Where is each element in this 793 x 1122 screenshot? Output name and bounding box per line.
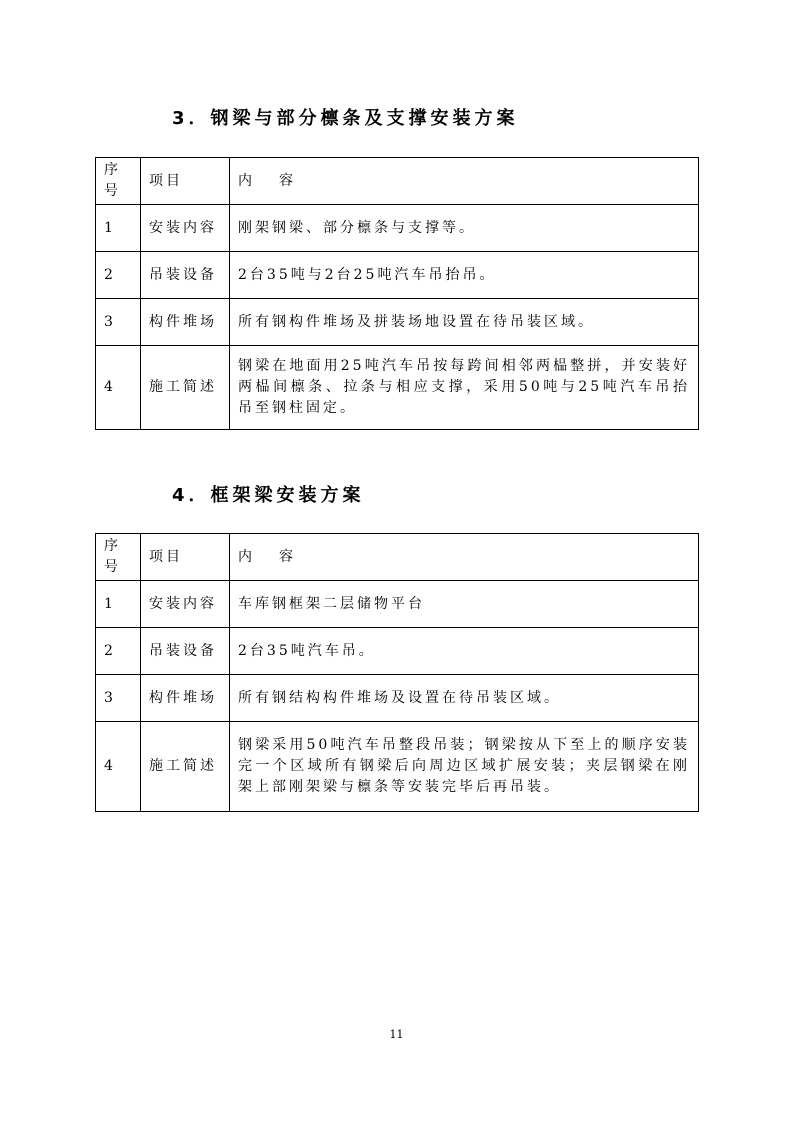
header-content-a: 内 [238,548,255,565]
row-item: 施工简述 [141,346,230,430]
table-row [96,628,699,675]
row-item: 安装内容 [141,205,230,252]
row-item: 施工简述 [141,722,230,812]
installation-plan-table [95,157,699,430]
table-row [96,252,699,299]
header-content-b: 容 [279,548,296,565]
installation-plan-table [95,533,699,812]
table-header-row [96,158,699,205]
table-row [96,581,699,628]
table-row [96,205,699,252]
row-no: 4 [96,346,141,430]
table-header-row [96,534,699,581]
header-no: 序号 [96,158,141,205]
row-no: 2 [96,252,141,299]
section-title: 4．框架梁安装方案 [172,485,365,506]
row-item: 安装内容 [141,581,230,628]
row-item: 构件堆场 [141,675,230,722]
row-no: 3 [96,299,141,346]
row-no: 1 [96,581,141,628]
row-no: 3 [96,675,141,722]
row-content: 所有钢结构构件堆场及设置在待吊装区域。 [230,675,699,722]
row-item: 构件堆场 [141,299,230,346]
header-item: 项目 [141,158,230,205]
header-content-a: 内 [238,172,255,189]
page-number: 11 [389,1028,404,1041]
row-no: 1 [96,205,141,252]
section-title: 3．钢梁与部分檩条及支撑安装方案 [172,108,519,129]
header-item: 项目 [141,534,230,581]
row-item: 吊装设备 [141,252,230,299]
header-content [230,158,699,205]
header-content-b: 容 [279,172,296,189]
row-no: 2 [96,628,141,675]
header-content [230,534,699,581]
row-content: 刚架钢梁、部分檩条与支撑等。 [230,205,699,252]
row-content: 车库钢框架二层储物平台 [230,581,699,628]
row-content: 所有钢构件堆场及拼装场地设置在待吊装区域。 [230,299,699,346]
row-no: 4 [96,722,141,812]
row-content: 2台35吨与2台25吨汽车吊抬吊。 [230,252,699,299]
row-content: 2台35吨汽车吊。 [230,628,699,675]
row-content: 钢梁在地面用25吨汽车吊按每跨间相邻两榀整拼，并安装好两榀间檩条、拉条与相应支撑，采用50吨与25吨汽车吊抬吊至钢柱固定。 [230,346,699,430]
header-no: 序号 [96,534,141,581]
row-content: 钢梁采用50吨汽车吊整段吊装；钢梁按从下至上的顺序安装完一个区域所有钢梁后向周边区域扩展安装；夹层钢梁在刚架上部刚架梁与檩条等安装完毕后再吊装。 [230,722,699,812]
table-row [96,722,699,812]
table-row [96,346,699,430]
table-row [96,675,699,722]
table-row [96,299,699,346]
row-item: 吊装设备 [141,628,230,675]
